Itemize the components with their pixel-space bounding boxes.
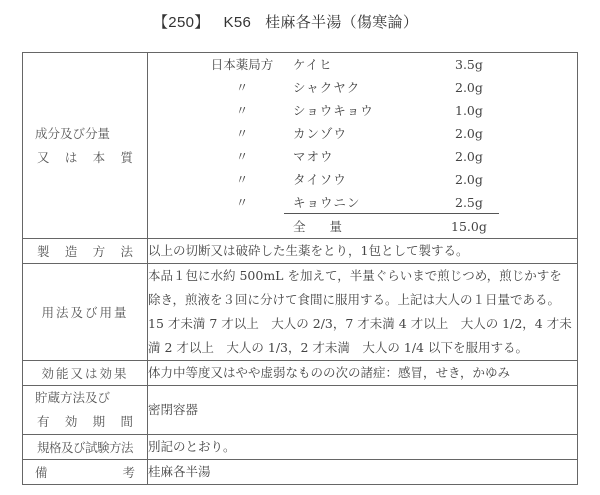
ingredient-source: 〃 <box>235 149 249 164</box>
formula-name: 桂麻各半湯（傷寒論） <box>265 14 419 31</box>
specs-text: 別記のとおり。 <box>148 435 578 460</box>
ingredient-qty: 2.0g <box>455 126 483 141</box>
ingredients-label <box>23 53 148 239</box>
dosage-line: 除き，煎液を３回に分けて食間に服用する。上記は大人の１日量である。 <box>148 292 561 307</box>
ingredient-qty: 1.0g <box>455 103 483 118</box>
ingredient-row <box>148 168 577 192</box>
dosage-line: 満 2 才以上 大人の 1/3，2 才未満 大人の 1/4 以下を服用する。 <box>148 340 528 355</box>
ingredient-qty: 2.0g <box>455 172 483 187</box>
ingredient-list <box>148 53 577 238</box>
dosage-text <box>148 264 578 361</box>
dosage-label: 用法及び用量 <box>23 264 148 361</box>
storage-label-line2: 有 効 期 間 <box>37 414 133 429</box>
ingredient-row <box>148 191 577 215</box>
ingredient-name: シャクヤク <box>293 80 361 95</box>
ingredient-row <box>148 53 577 77</box>
ingredient-source: 〃 <box>235 195 249 210</box>
ingredients-label-line2: 又 は 本 質 <box>37 149 133 165</box>
ingredient-source: 日本薬局方 <box>210 57 274 72</box>
efficacy-label: 効能又は効果 <box>23 361 148 386</box>
manufacturing-label: 製 造 方 法 <box>23 239 148 264</box>
monograph-table <box>22 52 578 485</box>
ingredient-name: キョウニン <box>293 195 361 210</box>
ingredient-qty: 3.5g <box>455 57 483 72</box>
ingredient-source: 〃 <box>235 80 249 95</box>
ingredient-row <box>148 76 577 100</box>
ingredients-row <box>23 53 578 239</box>
ingredient-source: 〃 <box>235 103 249 118</box>
total-row <box>148 215 577 239</box>
ingredient-row <box>148 99 577 123</box>
total-label: 全 量 <box>293 219 343 234</box>
storage-label-line1: 貯蔵方法及び <box>35 390 111 405</box>
monograph-number: 【250】 <box>153 14 210 31</box>
total-qty: 15.0g <box>451 219 487 234</box>
dosage-line: 本品１包に水約 500mL を加えて，半量ぐらいまで煎じつめ，煎じかすを <box>148 268 562 283</box>
ingredient-row <box>148 122 577 146</box>
ingredients-label-line1: 成分及び分量 <box>35 125 111 141</box>
ingredient-qty: 2.5g <box>455 195 483 210</box>
ingredient-name: ケイヒ <box>293 57 333 72</box>
storage-row <box>23 386 578 435</box>
efficacy-text: 体力中等度又はやや虚弱なものの次の諸症：感冒，せき，かゆみ <box>148 361 578 386</box>
efficacy-row <box>23 361 578 386</box>
specs-label: 規格及び試験方法 <box>23 435 148 460</box>
ingredient-name: マオウ <box>293 149 334 164</box>
ingredient-source: 〃 <box>235 126 249 141</box>
ingredient-row <box>148 145 577 169</box>
storage-text: 密閉容器 <box>148 386 578 435</box>
monograph-code: K56 <box>223 14 252 31</box>
specs-row <box>23 435 578 460</box>
ingredient-qty: 2.0g <box>455 149 483 164</box>
storage-label <box>23 386 148 435</box>
manufacturing-text: 以上の切断又は破砕した生薬をとり，1包として製する。 <box>148 239 578 264</box>
ingredients-content <box>148 53 578 239</box>
ingredient-name: カンゾウ <box>293 126 348 141</box>
ingredient-qty: 2.0g <box>455 80 483 95</box>
total-divider <box>284 213 499 214</box>
document-title <box>153 11 432 32</box>
dosage-line: 15 才未満 7 才以上 大人の 2/3，7 才未満 4 才以上 大人の 1/2，4 才未 <box>148 316 572 331</box>
ingredient-name: タイソウ <box>293 172 347 187</box>
ingredient-name: ショウキョウ <box>293 103 374 118</box>
dosage-row <box>23 264 578 361</box>
remarks-label: 備 考 <box>23 460 148 485</box>
ingredient-source: 〃 <box>235 172 249 187</box>
remarks-row <box>23 460 578 485</box>
remarks-text: 桂麻各半湯 <box>148 460 578 485</box>
manufacturing-row <box>23 239 578 264</box>
